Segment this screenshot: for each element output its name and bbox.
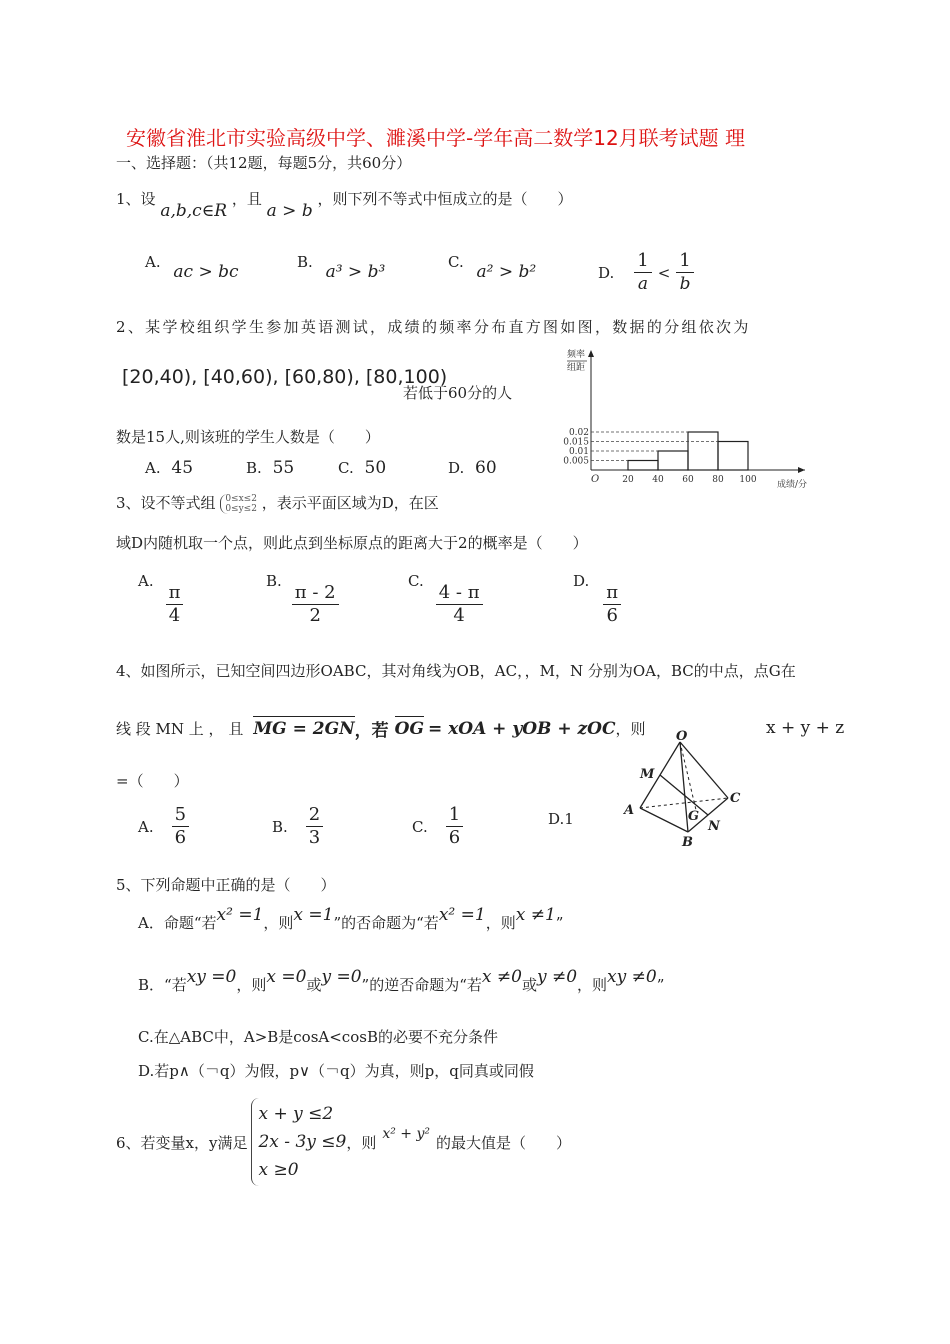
vector-equation-2: = xOA + yOB + zOC <box>427 718 616 739</box>
y-axis-label-bottom: 组距 <box>567 363 586 373</box>
histogram-bar <box>658 451 688 470</box>
vector-og: OG <box>394 718 424 739</box>
q5-option-c[interactable]: C.在△ABC中，A>B是cosA<cosB的必要不充分条件 <box>138 1028 498 1046</box>
question-4-line3: =（ ） <box>116 772 189 790</box>
q5-option-b[interactable]: B．“若xy =0，则x =0或y =0”的逆否命题为“若x ≠0或y ≠0，则xy ≠0” <box>138 967 665 994</box>
histogram-bar <box>718 442 748 471</box>
label-o: O <box>676 730 688 744</box>
x-tick-label: 60 <box>682 475 694 485</box>
question-4-line1: 4、如图所示，已知空间四边形OABC，其对角线为OB，AC，，M，N 分别为OA，BC的中点，点G在 <box>116 662 796 680</box>
question-3-line1: 3、设不等式组 0≤x≤2 0≤y≤2 ，表示平面区域为D，在区 <box>116 494 439 514</box>
origin-label: O <box>591 474 600 485</box>
q5-option-d[interactable]: D.若p∧（￢q）为假，p∨（￢q）为真，则p，q同真或同假 <box>138 1062 534 1080</box>
section-heading: 一、选择题：（共12题，每题5分，共60分） <box>116 154 412 172</box>
q1-option-b[interactable]: B. a³ > b³ <box>297 253 386 282</box>
tetrahedron-figure <box>620 730 760 850</box>
label-b: B <box>682 835 693 850</box>
question-6: 6、若变量x，y满足 x + y ≤2 2x - 3y ≤9 x ≥0 ，则 x² + y² 的最大值是（ ） <box>116 1098 571 1186</box>
q1-option-d[interactable]: D. $\frac{1}{a}$ < $\frac{1}{b}$ <box>598 250 694 295</box>
q2-option-b[interactable]: B. 55 <box>246 458 295 478</box>
q3-option-a[interactable]: A. $\frac{\pi}{4}$ <box>138 572 183 627</box>
x-axis-arrow <box>798 467 805 473</box>
q5-option-a[interactable]: A．命题“若x² =1，则x =1”的否命题为“若x² =1，则x ≠1” <box>138 905 564 932</box>
y-tick-label: 0.02 <box>568 428 589 438</box>
q1-option-c[interactable]: C. a² > b² <box>448 253 537 282</box>
x-axis-label: 成绩/分 <box>777 480 808 490</box>
q3-option-c[interactable]: C. $\frac{4 - \pi}{4}$ <box>408 572 483 627</box>
y-tick-label: 0.01 <box>568 447 589 457</box>
q2-groups: [20,40), [40,60), [60,80), [80,100) <box>122 366 448 388</box>
histogram-bar <box>688 432 718 470</box>
y-tick-label: 0.005 <box>563 456 589 467</box>
question-2-line3: 数是15人,则该班的学生人数是（ ） <box>116 428 380 446</box>
document-title: 安徽省淮北市实验高级中学、濉溪中学-学年高二数学12月联考试题 理 <box>126 126 746 150</box>
q4-option-b[interactable]: B. $\frac{2}{3}$ <box>272 804 323 849</box>
q2-line2-tail: 若低于60分的人 <box>403 384 513 402</box>
x-tick-label: 80 <box>712 475 724 485</box>
vector-equation-1: MG = 2GN <box>253 718 355 739</box>
frequency-histogram <box>555 344 825 494</box>
x-tick-label: 20 <box>622 475 634 485</box>
q4-xyz: x + y + z <box>766 718 845 738</box>
question-4-line2: 线 段 MN 上 ， 且 MG = 2GN ，若 OG = xOA + yOB + zOC ，则 <box>116 718 646 741</box>
x-tick-label: 100 <box>739 475 757 485</box>
q2-option-a[interactable]: A. 45 <box>145 458 194 478</box>
y-tick-label: 0.015 <box>563 437 589 448</box>
question-5-stem: 5、下列命题中正确的是（ ） <box>116 876 336 894</box>
q3-option-b[interactable]: B. $\frac{\pi - 2}{2}$ <box>266 572 339 627</box>
q1-option-a[interactable]: A. ac > bc <box>145 253 239 282</box>
q4-option-c[interactable]: C. $\frac{1}{6}$ <box>412 804 463 849</box>
label-g: G <box>688 809 700 824</box>
question-1-stem: 1、设 a,b,c∈R ，且 a > b ，则下列不等式中恒成立的是（ ） <box>116 190 573 221</box>
label-c: C <box>730 791 741 806</box>
q4-option-d[interactable]: D.1 <box>548 810 574 828</box>
q2-option-d[interactable]: D. 60 <box>448 458 497 478</box>
q4-option-a[interactable]: A. $\frac{5}{6}$ <box>138 804 189 849</box>
q2-option-c[interactable]: C. 50 <box>338 458 387 478</box>
question-2-line1: 2、某学校组织学生参加英语测试，成绩的频率分布直方图如图，数据的分组依次为 <box>116 318 751 336</box>
histogram-bar <box>628 461 658 471</box>
x-tick-label: 40 <box>652 475 664 485</box>
label-a: A <box>624 803 635 818</box>
y-axis-arrow <box>588 350 594 357</box>
y-axis-label-top: 频率 <box>567 350 586 360</box>
q3-option-d[interactable]: D. $\frac{\pi}{6}$ <box>573 572 621 627</box>
label-n: N <box>708 819 720 834</box>
question-3-line2: 域D内随机取一个点，则此点到坐标原点的距离大于2的概率是（ ） <box>116 534 588 552</box>
label-m: M <box>640 767 655 782</box>
